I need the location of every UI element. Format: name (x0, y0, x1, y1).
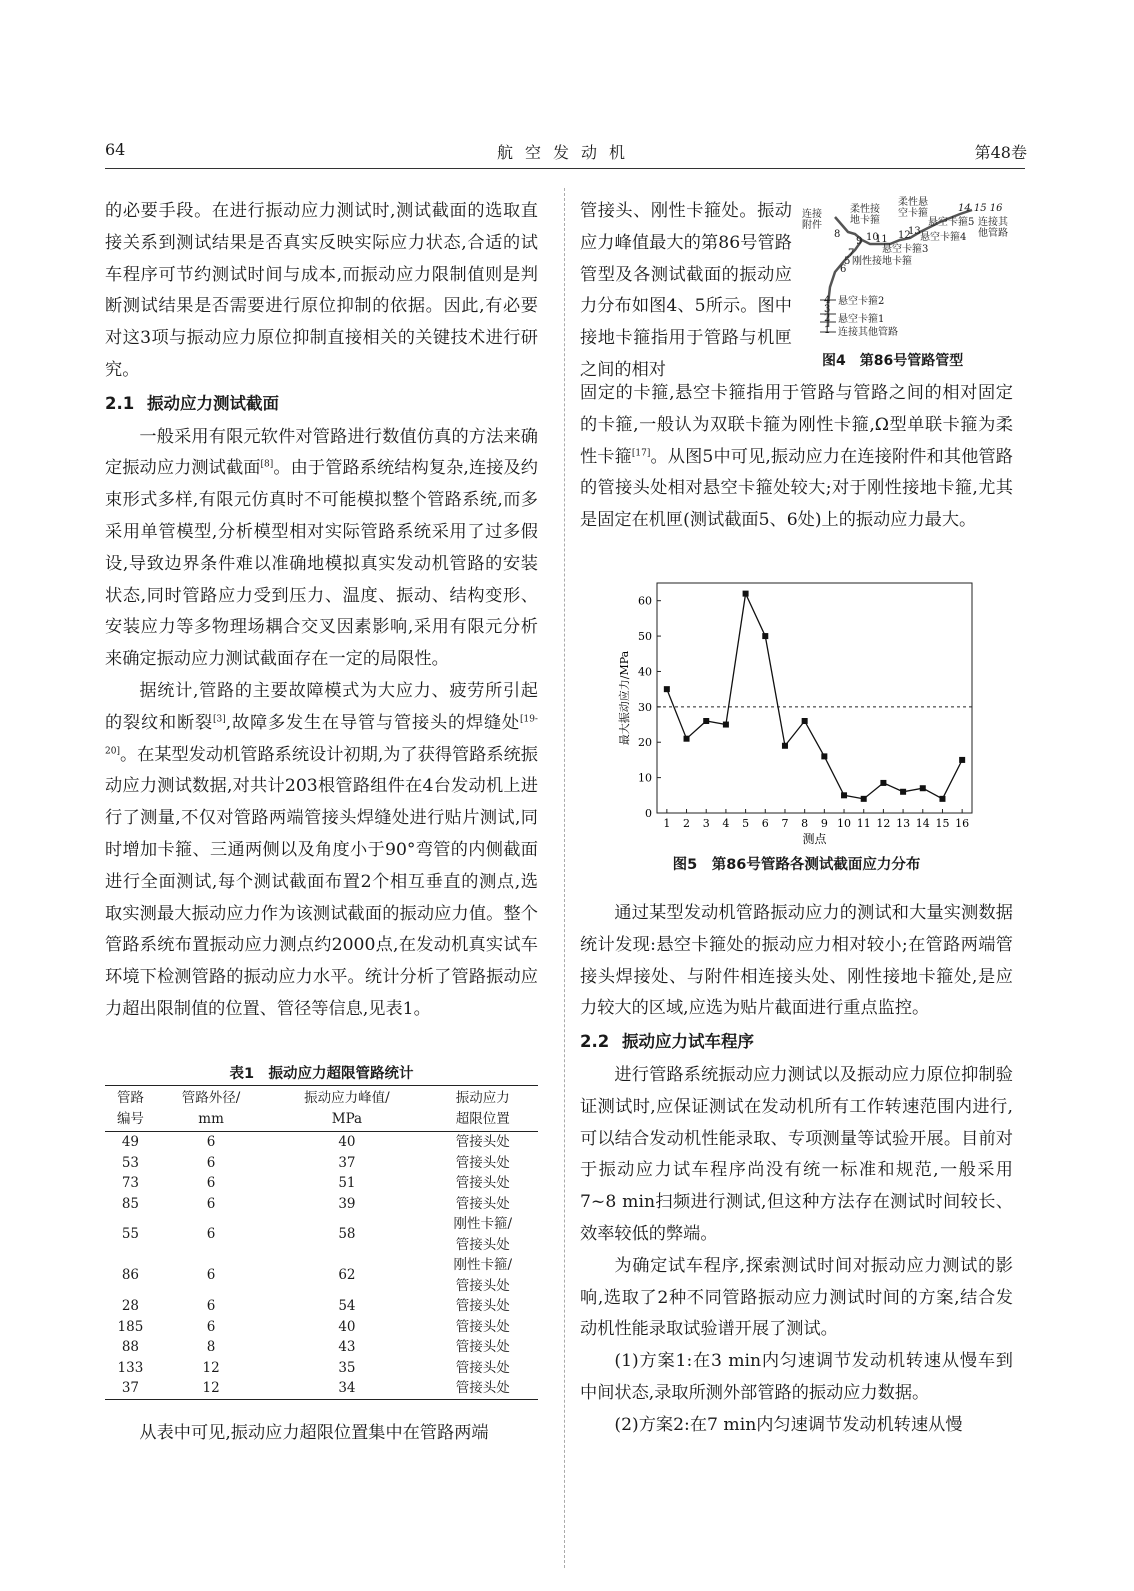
section-title: 振动应力测试截面 (147, 393, 279, 413)
right-column-mid (580, 378, 1013, 537)
data-point (684, 736, 690, 742)
citation: [19-20] (105, 714, 538, 756)
citation: [8] (260, 459, 274, 470)
section-number: 2.1 (105, 393, 135, 413)
table-cell: 55 (121, 1226, 140, 1243)
data-point (743, 591, 749, 597)
x-tick-label: 1 (663, 817, 671, 830)
label-soft-hang: 柔性悬 空卡箍 (898, 197, 928, 219)
label-clamp3: 悬空卡箍3 (882, 244, 929, 255)
table-cell: 管接头处 (428, 1378, 538, 1399)
table-cell: 54 (338, 1298, 356, 1314)
table-cell: 185 (117, 1318, 144, 1335)
label-other-bottom: 连接其他管路 (838, 327, 898, 338)
y-tick-label: 20 (638, 736, 652, 750)
table-cell: 6 (206, 1195, 216, 1212)
left-column-bottom (105, 1418, 538, 1450)
table-cell: 133 (117, 1359, 144, 1376)
x-tick-label: 8 (801, 817, 809, 830)
table-cell: 管接头处 (455, 1175, 510, 1191)
label-clamp2: 悬空卡箍2 (838, 296, 885, 307)
y-tick-label: 30 (638, 700, 652, 714)
table-cell: 管接头处 (455, 1318, 510, 1335)
label-clamp5: 悬空卡箍5 (928, 217, 975, 228)
x-tick-label: 10 (837, 817, 852, 830)
y-tick-label: 40 (638, 665, 652, 679)
paragraph-scheme-1: (1)方案1:在3 min内匀速调节发动机转速从慢车到中间状态,录取所测外部管路的振动应力数据。 (580, 1351, 1013, 1403)
table-cell: 35 (338, 1359, 356, 1376)
left-column (105, 196, 538, 1026)
paragraph-findings: 通过某型发动机管路振动应力的测试和大量实测数据统计发现:悬空卡箍处的振动应力相对较小;在管路两端管接头焊接处、与附件相连接头处、刚性接地卡箍处,是应力较大的区域,应选为贴片截面进行重点监控。 (580, 903, 1013, 1019)
x-tick-label: 14 (915, 817, 930, 830)
table-cell: 86 (121, 1267, 140, 1284)
x-tick-label: 3 (702, 817, 710, 830)
table-cell: 49 (121, 1134, 140, 1150)
figure-5-caption: 图5 第86号管路各测试截面应力分布 (672, 857, 921, 873)
table-cell: 管接头处 (455, 1134, 510, 1150)
figure-5 (612, 578, 982, 857)
table-cell: 6 (206, 1154, 216, 1171)
plot-frame (657, 583, 972, 813)
x-tick-label: 11 (856, 817, 871, 830)
table-row (105, 1173, 538, 1194)
label-n10: 10 (866, 232, 879, 243)
table-header-cell: 管路 编号 (105, 1086, 156, 1132)
data-point (920, 785, 926, 791)
data-point (880, 780, 886, 786)
table-cell: 管接头处 (455, 1359, 510, 1376)
section-number: 2.2 (580, 1032, 610, 1052)
data-point (762, 633, 768, 639)
section-title: 振动应力试车程序 (622, 1032, 754, 1052)
label-rigid: 刚性接地卡箍 (852, 256, 912, 267)
table-cell: 12 (202, 1359, 220, 1376)
label-nums-top: 14 15 16 (958, 203, 1003, 214)
table-row (105, 1214, 538, 1255)
table-cell: 39 (338, 1195, 356, 1212)
column-divider (564, 188, 565, 1568)
table-cell: 43 (338, 1339, 356, 1355)
label-n9: 9 (856, 236, 863, 247)
table-cell: 40 (338, 1318, 356, 1335)
table-row (105, 1317, 538, 1338)
table-cell: 6 (206, 1318, 216, 1335)
table-cell: 73 (121, 1175, 140, 1191)
x-tick-label: 9 (820, 817, 828, 830)
x-tick-label: 6 (761, 817, 769, 830)
label-soft-clamp: 柔性接 地卡箍 (850, 204, 880, 226)
paragraph-after-table: 从表中可见,振动应力超限位置集中在管路两端 (139, 1423, 489, 1443)
table-cell: 53 (121, 1154, 140, 1171)
data-point (723, 722, 729, 728)
table-cell: 40 (338, 1134, 356, 1150)
data-point (861, 796, 867, 802)
table-cell: 8 (206, 1339, 216, 1355)
label-n5: 5 (844, 256, 851, 267)
table-cell: 6 (206, 1226, 216, 1243)
right-column-narrow (580, 196, 792, 387)
table-container (105, 1085, 538, 1400)
paragraph-clamp-def: 固定的卡箍,悬空卡箍指用于管路与管路之间的相对固定的卡箍,一般认为双联卡箍为刚性卡箍,Ω型单联卡箍为柔性卡箍[17]。从图5中可见,振动应力在连接附件和其他管路的管接头处相对悬空卡箍处较大;对于刚性接地卡箍,尤其是固定在机匣(测试截面5、6处)上的振动应力最大。 (580, 383, 1013, 531)
table-row (105, 1378, 538, 1399)
label-clamp4: 悬空卡箍4 (920, 232, 967, 243)
table-header-cell: 振动应力 超限位置 (428, 1086, 538, 1132)
paragraph-fem: 一般采用有限元软件对管路进行数值仿真的方法来确定振动应力测试截面[8]。由于管路系统结构复杂,连接及约束形式多样,有限元仿真时不可能模拟整个管路系统,而多采用单管模型,分析模型相对实际管路系统采用了过多假设,导致边界条件难以准确地模拟真实发动机管路的安装状态,同时管路应力受到压力、温度、振动、结构变形、安装应力等多物理场耦合交叉因素影响,采用有限元分析来确定振动应力测试截面存在一定的局限性。 (105, 426, 538, 670)
data-point (939, 796, 945, 802)
figure-4-caption: 图4 第86号管路管型 (822, 353, 964, 369)
table-header-cell: 管路外径/ mm (156, 1086, 266, 1132)
x-tick-label: 2 (683, 817, 691, 830)
table-cell: 37 (105, 1378, 156, 1399)
data-point (821, 753, 827, 759)
paragraph-statistics: 据统计,管路的主要故障模式为大应力、疲劳所引起的裂纹和断裂[3],故障多发生在导管与管接头的焊缝处[19-20]。在某型发动机管路系统设计初期,为了获得管路系统振动应力测试数据,对共计203根管路组件在4台发动机上进行了测量,不仅对管路两端管接头焊缝处进行贴片测试,同时增加卡箍、三通两侧以及角度小于90°弯管的内侧截面进行全面测试,每个测试截面布置2个相互垂直的测点,选取实测最大振动应力作为该测试截面的振动应力值。整个管路系统布置振动应力测点约2000点,在发动机真实试车环境下检测管路的振动应力水平。统计分析了管路振动应力超出限制值的位置、管径等信息,见表1。 (105, 680, 538, 1019)
citation: [3] (212, 714, 226, 725)
data-point (802, 718, 808, 724)
label-n8: 8 (834, 229, 841, 240)
x-axis-label: 测点 (802, 832, 827, 846)
table-cell: 88 (121, 1339, 140, 1355)
table-header-cell: 振动应力峰值/ MPa (266, 1086, 427, 1132)
table-cell: 62 (338, 1267, 356, 1284)
data-point (664, 686, 670, 692)
table-row (105, 1194, 538, 1215)
label-other-pipe: 连接其 他管路 (978, 217, 1008, 239)
label-n13: 13 (908, 226, 921, 237)
table-cell: 34 (266, 1378, 427, 1399)
y-tick-label: 10 (638, 771, 652, 785)
y-tick-label: 60 (638, 594, 652, 608)
label-clamp1: 悬空卡箍1 (838, 314, 885, 325)
intro-paragraph: 的必要手段。在进行振动应力测试时,测试截面的选取直接关系到测试结果是否真实反映实际应力状态,合适的试车程序可节约测试时间与成本,而振动应力限制值则是判断测试结果是否需要进行原位抑制的依据。因此,有必要对这3项与振动应力原位抑制直接相关的关键技术进行研究。 (105, 201, 538, 380)
data-point (782, 743, 788, 749)
table-cell: 37 (338, 1154, 356, 1171)
table-cell: 51 (338, 1175, 356, 1191)
paragraph-procedure: 进行管路系统振动应力测试以及振动应力原位抑制验证测试时,应保证测试在发动机所有工作转速范围内进行,可以结合发动机性能录取、专项测量等试验开展。目前对于振动应力试车程序尚没有统一标准和规范,一般采用7~8 min扫频进行测试,但这种方法存在测试时间较长、效率较低的弊端。 (580, 1064, 1013, 1244)
table-cell: 28 (121, 1298, 140, 1314)
x-tick-label: 4 (722, 817, 730, 830)
label-n12: 12 (898, 230, 911, 241)
table-cell: 85 (121, 1195, 140, 1212)
table-cell: 管接头处 (455, 1195, 510, 1212)
header-rule (105, 168, 1025, 169)
section-2-1-heading (105, 388, 538, 420)
table-row (105, 1153, 538, 1174)
table-cell: 管接头处 (455, 1154, 510, 1171)
page-number: 64 (105, 140, 126, 159)
paragraph-scheme-intro: 为确定试车程序,探索测试时间对振动应力测试的影响,选取了2种不同管路振动应力测试时间的方案,结合发动机性能录取试验谱开展了测试。 (580, 1255, 1013, 1340)
table-cell: 6 (206, 1267, 216, 1284)
table-cell: 6 (206, 1134, 216, 1150)
data-point (841, 792, 847, 798)
label-n2: 2 (824, 313, 831, 324)
x-tick-label: 15 (935, 817, 950, 830)
table-cell: 刚性卡箍/ 管接头处 (453, 1257, 513, 1294)
paragraph-fig-ref: 管接头、刚性卡箍处。振动应力峰值最大的第86号管路管型及各测试截面的振动应力分布如图4、5所示。图中接地卡箍指用于管路与机匣之间的相对 (580, 201, 792, 380)
label-n7: 7 (848, 248, 855, 259)
section-2-2-heading (580, 1026, 1013, 1058)
right-column-bottom (580, 898, 1013, 1442)
data-point (959, 757, 965, 763)
y-tick-label: 50 (638, 630, 652, 644)
table-row (105, 1255, 538, 1296)
label-n1: 1 (824, 325, 831, 336)
label-n3: 3 (824, 304, 831, 315)
table-cell: 管接头处 (455, 1339, 510, 1355)
figure-4 (800, 192, 1025, 342)
label-n4: 4 (824, 295, 831, 306)
table-cell: 管接头处 (455, 1298, 510, 1314)
table-cell: 刚性卡箍/ 管接头处 (453, 1216, 513, 1253)
paragraph-scheme-2: (2)方案2:在7 min内匀速调节发动机转速从慢 (614, 1414, 963, 1435)
table-cell: 6 (206, 1298, 216, 1314)
table-row (105, 1337, 538, 1358)
x-tick-label: 7 (781, 817, 789, 830)
x-tick-label: 12 (876, 817, 891, 830)
label-attach: 连接 附件 (802, 209, 822, 231)
citation: [17] (631, 447, 651, 458)
x-tick-label: 13 (896, 817, 911, 830)
y-axis-label: 最大振动应力/MPa (618, 650, 631, 746)
table-row (105, 1132, 538, 1153)
table-cell: 12 (156, 1378, 266, 1399)
table-cell: 58 (338, 1226, 356, 1243)
series-line (667, 594, 962, 799)
label-n11: 11 (875, 234, 888, 245)
x-tick-label: 5 (742, 817, 750, 830)
table-row (105, 1296, 538, 1317)
journal-title: 航空发动机 (496, 143, 637, 162)
x-tick-label: 16 (955, 817, 970, 830)
data-point (900, 789, 906, 795)
table-row (105, 1358, 538, 1379)
stress-line-chart (612, 578, 982, 853)
table-cell: 6 (206, 1175, 216, 1191)
y-tick-label: 0 (645, 807, 652, 820)
label-n6: 6 (840, 264, 847, 275)
stress-table (105, 1085, 538, 1400)
volume-label: 第48卷 (974, 143, 1027, 162)
data-point (703, 718, 709, 724)
table-caption: 表1 振动应力超限管路统计 (229, 1066, 414, 1082)
